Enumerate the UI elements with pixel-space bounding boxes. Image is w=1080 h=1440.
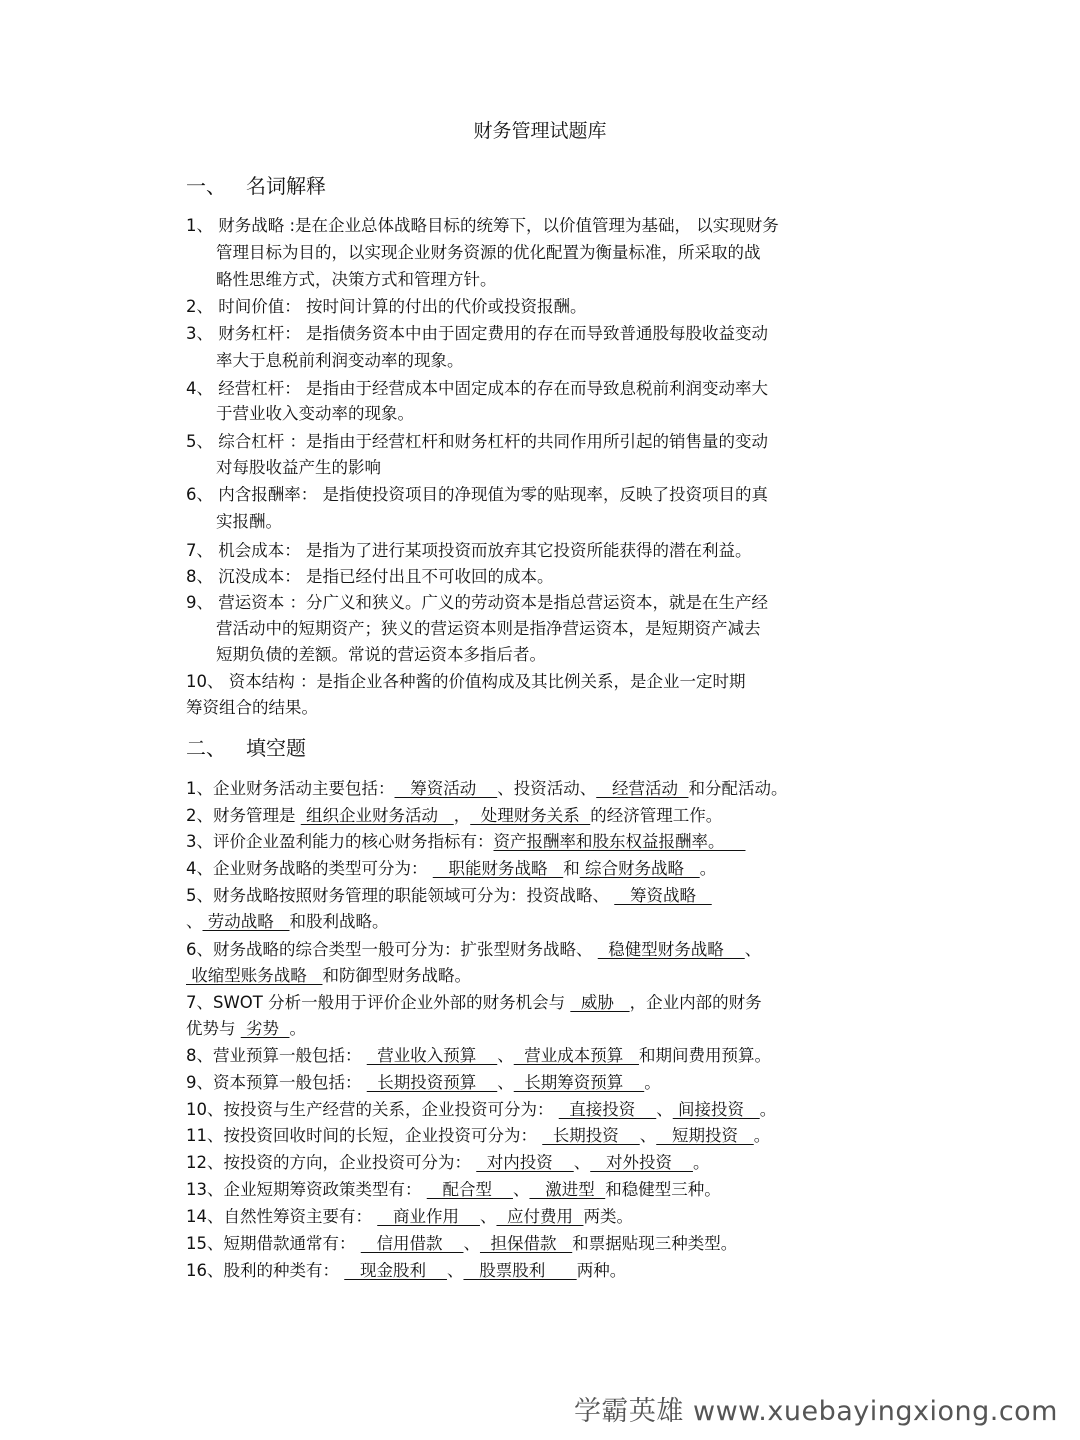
answer-blank: 劣势 [240, 1019, 290, 1038]
term-line: 1、 财务战略 :是在企业总体战略目标的统筹下，以价值管理为基础， 以实现财务 [186, 216, 779, 235]
question-2: 2、财务管理是 组织企业财务活动 ， 处理财务关系 的经济管理工作。 [186, 806, 723, 825]
term-line: 管理目标为目的，以实现企业财务资源的优化配置为衡量标准，所采取的战 [216, 243, 761, 262]
term-line: 营活动中的短期资产；狭义的营运资本则是指净营运资本，是短期资产减去 [216, 619, 761, 638]
answer-blank: 收缩型账务战略 [186, 966, 323, 985]
term-line: 对每股收益产生的影响 [216, 458, 381, 477]
answer-blank: 商业作用 [377, 1207, 480, 1226]
answer-blank: 职能财务战略 [432, 859, 564, 878]
term-line: 略性思维方式，决策方式和管理方针。 [216, 270, 497, 289]
answer-blank: 信用借款 [360, 1234, 464, 1253]
answer-blank: 担保借款 [479, 1234, 573, 1253]
term-line: 短期负债的差额。常说的营运资本多指后者。 [216, 645, 546, 664]
term-line: 9、 营运资本 ：分广义和狭义。广义的劳动资本是指总营运资本，就是在生产经 [186, 593, 768, 612]
answer-blank: 现金股利 [344, 1261, 447, 1280]
section-title: 填空题 [246, 736, 306, 760]
answer-blank: 处理财务关系 [470, 806, 591, 825]
answer-blank: 营业收入预算 [366, 1046, 498, 1065]
answer-blank: 长期投资预算 [366, 1073, 498, 1092]
answer-blank: 威胁 [570, 993, 630, 1012]
answer-blank: 长期筹资预算 [513, 1073, 645, 1092]
answer-blank: 对内投资 [476, 1153, 574, 1172]
answer-blank: 资产报酬率和股东权益报酬率。 [493, 832, 746, 851]
question-14: 14、自然性筹资主要有： 商业作用 、 应付费用 两类。 [186, 1207, 633, 1226]
answer-blank: 组织企业财务活动 [300, 806, 454, 825]
term-line: 2、 时间价值： 按时间计算的付出的代价或投资报酬。 [186, 297, 587, 316]
term-line: 7、 机会成本： 是指为了进行某项投资而放弃其它投资所能获得的潜在利益。 [186, 541, 752, 560]
answer-blank: 劳动战略 [202, 912, 290, 931]
question-9: 9、资本预算一般包括： 长期投资预算 、 长期筹资预算 。 [186, 1073, 661, 1092]
answer-blank: 筹资战略 [614, 886, 712, 905]
page-title: 财务管理试题库 [473, 120, 607, 142]
term-line: 筹资组合的结果。 [186, 698, 318, 717]
term-line: 10、 资本结构 ：是指企业各种酱的价值构成及其比例关系，是企业一定时期 [186, 672, 746, 691]
question-8: 8、营业预算一般包括： 营业收入预算 、 营业成本预算 和期间费用预算。 [186, 1046, 771, 1065]
question-5-cont: 、 劳动战略 和股利战略。 [186, 912, 389, 931]
footer-watermark: 学霸英雄 www.xuebayingxiong.com [573, 1396, 1058, 1427]
term-line: 5、 综合杠杆 ：是指由于经营杠杆和财务杠杆的共同作用所引起的销售量的变动 [186, 432, 768, 451]
answer-blank: 应付费用 [496, 1207, 584, 1226]
answer-blank: 激进型 [529, 1180, 606, 1199]
answer-blank: 配合型 [426, 1180, 513, 1199]
answer-blank: 对外投资 [590, 1153, 693, 1172]
section-heading-terms [186, 170, 326, 199]
term-line: 8、 沉没成本： 是指已经付出且不可收回的成本。 [186, 567, 554, 586]
question-10: 10、按投资与生产经营的关系，企业投资可分为： 直接投资 、 间接投资 。 [186, 1100, 777, 1119]
term-line: 实报酬。 [216, 512, 282, 531]
question-4: 4、企业财务战略的类型可分为： 职能财务战略 和 综合财务战略 。 [186, 859, 717, 878]
question-7-cont: 优势与 劣势 。 [186, 1019, 306, 1038]
section-heading-fill-blank [186, 732, 306, 761]
answer-blank: 筹资活动 [394, 779, 498, 798]
question-16: 16、股利的种类有： 现金股利 、 股票股利 两种。 [186, 1261, 627, 1280]
answer-blank: 短期投资 [656, 1126, 754, 1145]
section-number: 二、 [186, 736, 226, 760]
question-11: 11、按投资回收时间的长短，企业投资可分为： 长期投资 、 短期投资 。 [186, 1126, 771, 1145]
answer-blank: 间接投资 [672, 1100, 760, 1119]
answer-blank: 综合财务战略 [579, 859, 700, 878]
question-6-cont: 收缩型账务战略 和防御型财务战略。 [186, 966, 471, 985]
question-5: 5、财务战略按照财务管理的职能领域可分为：投资战略、 筹资战略 [186, 886, 712, 905]
term-line: 3、 财务杠杆： 是指债务资本中由于固定费用的存在而导致普通股每股收益变动 [186, 324, 768, 343]
question-6: 6、财务战略的综合类型一般可分为：扩张型财务战略、 稳健型财务战略 、 [186, 940, 762, 959]
section-number: 一、 [186, 174, 226, 198]
answer-blank: 股票股利 [463, 1261, 577, 1280]
term-line: 4、 经营杠杆： 是指由于经营成本中固定成本的存在而导致息税前利润变动率大 [186, 379, 768, 398]
question-1: 1、企业财务活动主要包括： 筹资活动 、投资活动、 经营活动 和分配活动。 [186, 779, 788, 798]
answer-blank: 经营活动 [596, 779, 689, 798]
question-7: 7、SWOT 分析一般用于评价企业外部的财务机会与 威胁 ，企业内部的财务 [186, 993, 762, 1012]
question-15: 15、短期借款通常有： 信用借款 、 担保借款 和票据贴现三种类型。 [186, 1234, 738, 1253]
question-3: 3、评价企业盈利能力的核心财务指标有：资产报酬率和股东权益报酬率。 [186, 832, 746, 851]
question-12: 12、按投资的方向，企业投资可分为： 对内投资 、 对外投资 。 [186, 1153, 710, 1172]
answer-blank: 稳健型财务战略 [597, 940, 745, 959]
answer-blank: 直接投资 [558, 1100, 657, 1119]
question-13: 13、企业短期筹资政策类型有： 配合型 、 激进型 和稳健型三种。 [186, 1180, 721, 1199]
answer-blank: 长期投资 [542, 1126, 640, 1145]
answer-blank: 营业成本预算 [513, 1046, 639, 1065]
section-title: 名词解释 [246, 174, 326, 198]
term-line: 于营业收入变动率的现象。 [216, 404, 414, 423]
term-line: 6、 内含报酬率： 是指使投资项目的净现值为零的贴现率，反映了投资项目的真 [186, 485, 768, 504]
term-line: 率大于息税前利润变动率的现象。 [216, 351, 464, 370]
